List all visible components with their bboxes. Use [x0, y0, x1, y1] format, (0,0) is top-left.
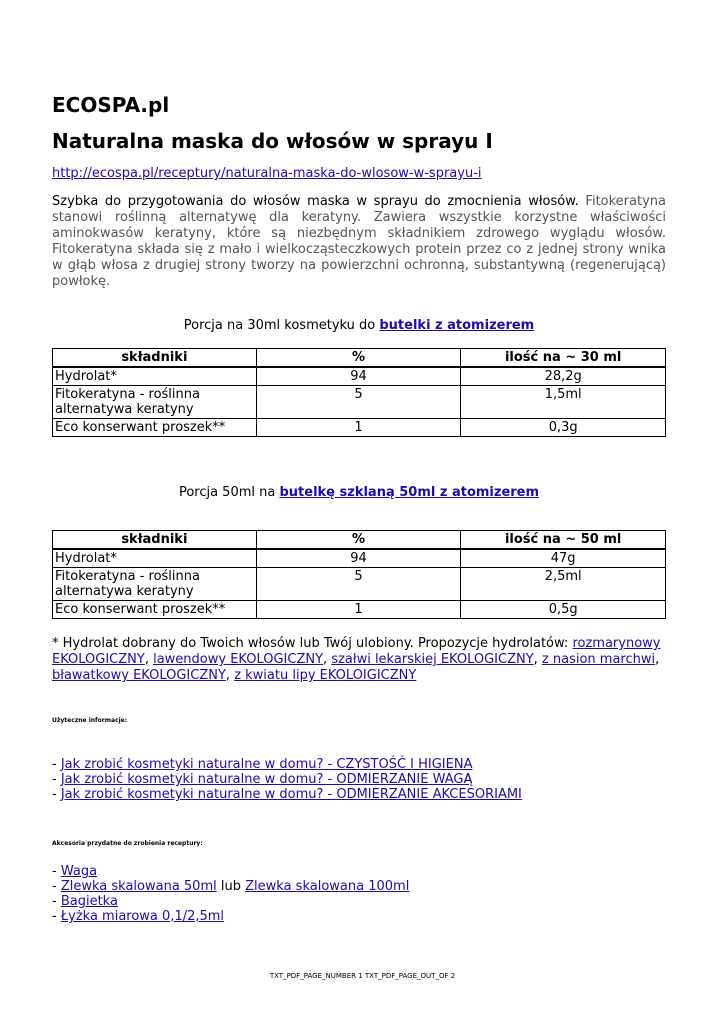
ingredient-percent: 5	[256, 568, 461, 601]
list-item	[52, 894, 409, 909]
separator: ,	[323, 652, 332, 667]
table2-caption-text: Porcja 50ml na	[178, 485, 276, 500]
table-row	[53, 549, 666, 568]
ingredient-percent: 94	[256, 549, 461, 568]
ingredient-percent: 1	[256, 419, 461, 437]
ingredient-name: Eco konserwant proszek**	[53, 601, 257, 619]
ingredient-amount: 0,5g	[461, 601, 666, 619]
header-ingredients: składniki	[53, 349, 257, 368]
intro-lead: Szybka do przygotowania do włosów maska w sprayu do zmocnienia włosów.	[52, 194, 579, 209]
recipe-table-30ml	[52, 348, 666, 437]
table-row	[53, 601, 666, 619]
useful-links-list	[52, 757, 522, 802]
ingredient-percent: 1	[256, 601, 461, 619]
dash: -	[52, 909, 61, 924]
link-accessories-measuring[interactable]: Jak zrobić kosmetyki naturalne w domu? - ODMIERZANIE AKCESORIAMI	[60, 787, 522, 802]
separator: ,	[533, 652, 542, 667]
dash: -	[52, 787, 61, 802]
list-item	[52, 879, 409, 894]
link-hygiene[interactable]: Jak zrobić kosmetyki naturalne w domu? - CZYSTOŚĆ I HIGIENA	[60, 757, 473, 772]
header-percent: %	[256, 531, 461, 550]
hydrolat-link-carrot[interactable]: z nasion marchwi	[541, 652, 656, 667]
dash: -	[52, 757, 61, 772]
link-scale[interactable]: Waga	[60, 864, 98, 879]
accessories-heading: Akcesoria przydatne do zrobienia receptury:	[52, 840, 203, 847]
table-row	[53, 386, 666, 419]
dash: -	[52, 772, 61, 787]
list-item	[52, 864, 409, 879]
useful-info-heading: Użyteczne informacje:	[52, 717, 128, 724]
table1-caption	[52, 318, 666, 333]
header-ingredients: składniki	[53, 531, 257, 550]
ingredient-name: Fitokeratyna - roślinna alternatywa keratyny	[53, 386, 257, 419]
intro-rest: Fitokeratyna stanowi roślinną alternatywę dla keratyny. Zawiera wszystkie korzystne właściwości aminokwasów keratyny, które są niezbędnym składnikiem zdrowego wyglądu włosów. Fitokeratyna składa się z mało i wielkocząsteczkowych protein przez co z jednej strony wnika w głąb włosa z drugiej strony tworzy na powierzchni ochronną, substantywną (regenerującą) powłokę.	[52, 194, 666, 289]
ingredient-percent: 94	[256, 367, 461, 386]
list-item	[52, 787, 522, 802]
separator: ,	[144, 652, 154, 667]
dash: -	[52, 864, 61, 879]
ingredient-name: Eco konserwant proszek**	[53, 419, 257, 437]
dash: -	[52, 894, 61, 909]
note-prefix: * Hydrolat dobrany do Twoich włosów lub Twój ulobiony. Propozycje hydrolatów:	[52, 636, 569, 651]
ingredient-amount: 28,2g	[461, 367, 666, 386]
intro-paragraph	[52, 194, 666, 290]
link-beaker-50ml[interactable]: Zlewka skalowana 50ml	[60, 879, 217, 894]
ingredient-name: Hydrolat*	[53, 549, 257, 568]
site-title: ECOSPA.pl	[52, 93, 170, 117]
ingredient-amount: 47g	[461, 549, 666, 568]
header-percent: %	[256, 349, 461, 368]
ingredient-name: Fitokeratyna - roślinna alternatywa keratyny	[53, 568, 257, 601]
list-item	[52, 772, 522, 787]
link-beaker-100ml[interactable]: Zlewka skalowana 100ml	[245, 879, 410, 894]
hydrolat-link-sage[interactable]: szałwi lekarskiej EKOLOGICZNY	[331, 652, 534, 667]
ingredient-amount: 0,3g	[461, 419, 666, 437]
list-item	[52, 909, 409, 924]
table-row	[53, 419, 666, 437]
table-header-row	[53, 349, 666, 368]
table-row	[53, 367, 666, 386]
ingredient-amount: 2,5ml	[461, 568, 666, 601]
link-measuring-spoon[interactable]: Łyżka miarowa 0,1/2,5ml	[60, 909, 225, 924]
hydrolat-note	[52, 636, 666, 684]
header-amount: ilość na ~ 30 ml	[461, 349, 666, 368]
ingredient-percent: 5	[256, 386, 461, 419]
hydrolat-link-linden[interactable]: z kwiatu lipy EKOLOIGICZNY	[234, 668, 417, 683]
page-title: Naturalna maska do włosów w sprayu I	[52, 129, 493, 153]
table-row	[53, 568, 666, 601]
list-item	[52, 757, 522, 772]
ingredient-amount: 1,5ml	[461, 386, 666, 419]
hydrolat-link-rosemary[interactable]: rozmarynowy EKOLOGICZNY	[52, 636, 661, 667]
recipe-table-50ml	[52, 530, 666, 619]
table2-caption	[52, 485, 666, 500]
page-footer: TXT_PDF_PAGE_NUMBER 1 TXT_PDF_PAGE_OUT_OF 2	[269, 972, 456, 980]
dash: -	[52, 879, 61, 894]
recipe-url-link[interactable]: http://ecospa.pl/receptury/naturalna-maska-do-wlosow-w-sprayu-i	[52, 166, 482, 181]
ingredient-name: Hydrolat*	[53, 367, 257, 386]
link-weighing[interactable]: Jak zrobić kosmetyki naturalne w domu? - ODMIERZANIE WAGĄ	[60, 772, 473, 787]
accessories-list	[52, 864, 409, 924]
header-amount: ilość na ~ 50 ml	[461, 531, 666, 550]
table1-caption-text: Porcja na 30ml kosmetyku do	[183, 318, 376, 333]
separator: ,	[655, 652, 660, 667]
hydrolat-link-cornflower[interactable]: bławatkowy EKOLOGICZNY	[52, 668, 226, 683]
or-text: lub	[220, 879, 241, 894]
link-stirring-rod[interactable]: Bagietka	[60, 894, 118, 909]
table1-caption-link[interactable]: butelki z atomizerem	[379, 318, 535, 333]
hydrolat-link-lavender[interactable]: lawendowy EKOLOGICZNY	[153, 652, 324, 667]
table2-caption-link[interactable]: butelkę szklaną 50ml z atomizerem	[279, 485, 540, 500]
separator: ,	[225, 668, 235, 683]
table-header-row	[53, 531, 666, 550]
